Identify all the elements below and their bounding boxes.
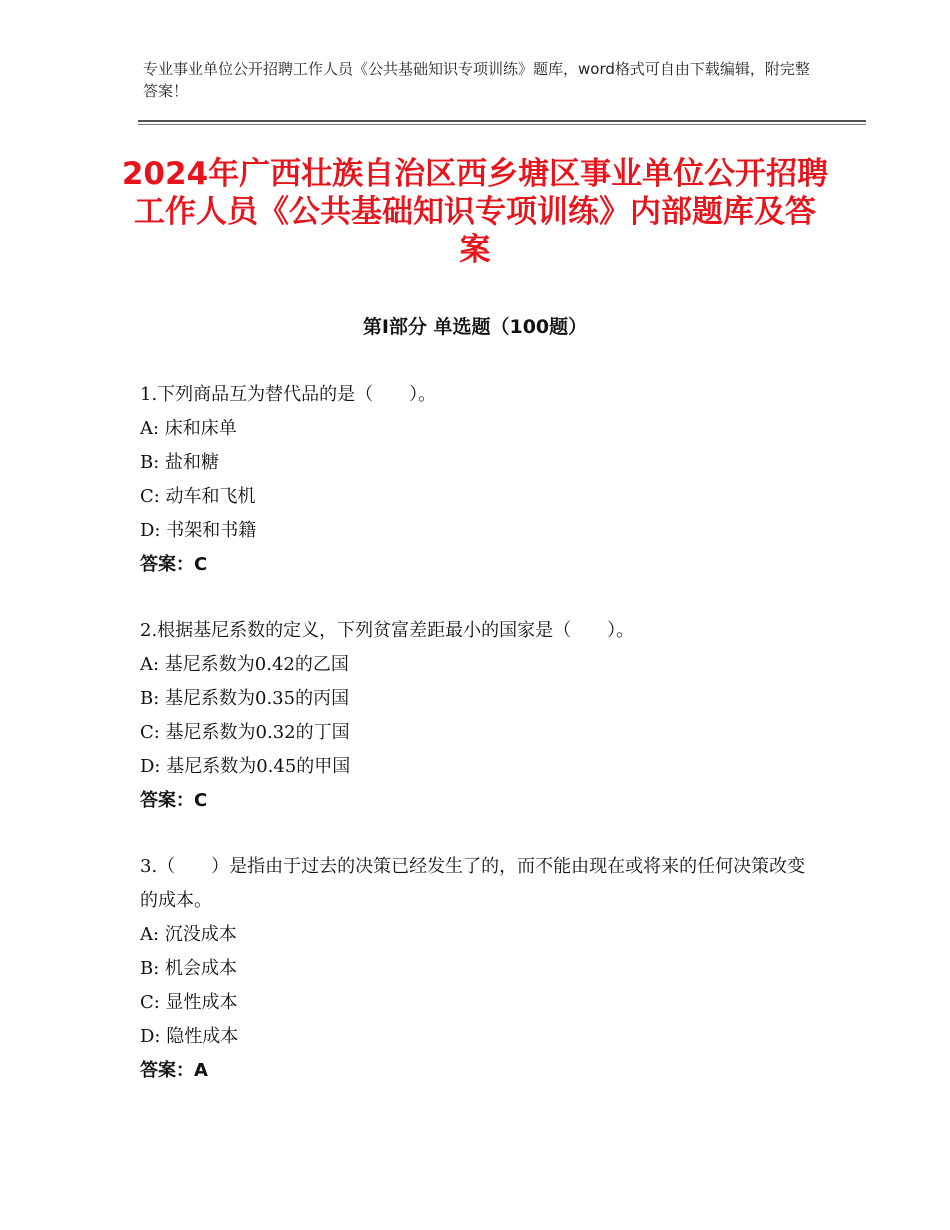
answer-line: 答案：C	[140, 790, 208, 811]
question-stem: 2.根据基尼系数的定义，下列贫富差距最小的国家是（ ）。	[140, 620, 635, 641]
option-b: B: 基尼系数为0.35的丙国	[140, 688, 350, 709]
option-b: B: 盐和糖	[140, 452, 220, 473]
answer-line: 答案：A	[140, 1060, 208, 1081]
question-1	[140, 378, 820, 582]
option-d: D: 书架和书籍	[140, 520, 257, 541]
option-d: D: 基尼系数为0.45的甲国	[140, 756, 351, 777]
question-2	[140, 614, 820, 818]
option-a: A: 基尼系数为0.42的乙国	[140, 654, 349, 675]
option-d: D: 隐性成本	[140, 1026, 239, 1047]
header-divider-thick-line	[138, 120, 866, 122]
option-a: A: 沉没成本	[140, 924, 237, 945]
question-stem: 1.下列商品互为替代品的是（ ）。	[140, 384, 437, 405]
question-3	[140, 850, 820, 1088]
question-stem: 3.（ ）是指由于过去的决策已经发生了的，而不能由现在或将来的任何决策改变的成本。	[140, 856, 806, 911]
header-note: 专业事业单位公开招聘工作人员《公共基础知识专项训练》题库，word格式可自由下载编辑，附完整答案！	[143, 60, 810, 100]
header-divider-thin-line	[138, 124, 866, 125]
option-a: A: 床和床单	[140, 418, 237, 439]
answer-line: 答案：C	[140, 554, 208, 575]
option-c: C: 基尼系数为0.32的丁国	[140, 722, 350, 743]
header-divider	[138, 120, 866, 126]
option-c: C: 动车和飞机	[140, 486, 256, 507]
section-title: 第Ⅰ部分 单选题（100题）	[362, 316, 588, 338]
question-list	[140, 378, 820, 1120]
document-title: 2024年广西壮族自治区西乡塘区事业单位公开招聘工作人员《公共基础知识专项训练》内部题库及答案	[121, 156, 829, 268]
option-c: C: 显性成本	[140, 992, 238, 1013]
option-b: B: 机会成本	[140, 958, 238, 979]
